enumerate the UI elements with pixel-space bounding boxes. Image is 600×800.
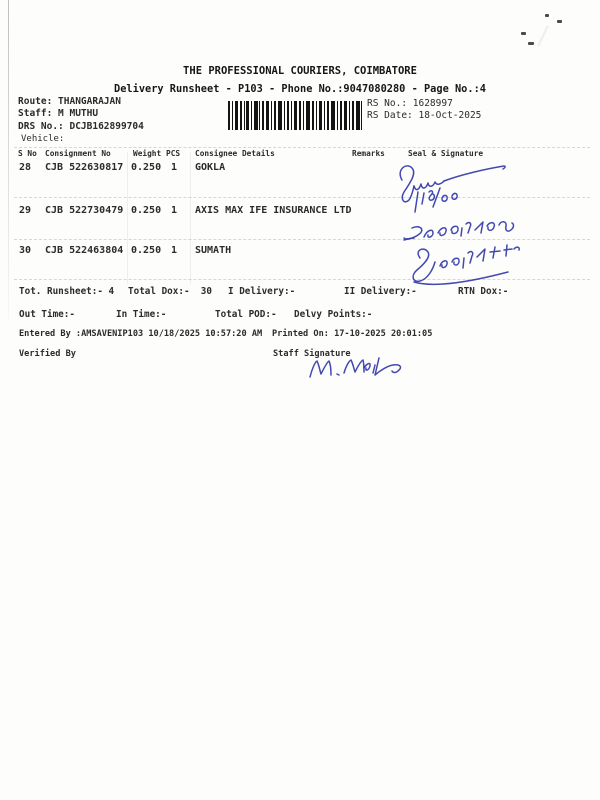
- signature-row-29: [404, 222, 514, 240]
- staff-signature-ink: [310, 358, 400, 377]
- col-header-pcs: PCS: [166, 149, 181, 158]
- scan-edge-shadow: [8, 0, 9, 320]
- total-runsheet: Tot. Runsheet:- 4: [19, 286, 115, 297]
- verified-by: Verified By: [19, 349, 76, 359]
- row-pcs: 1: [171, 205, 178, 216]
- row-sno: 29: [19, 205, 32, 216]
- rs-date-label: RS Date: 18-Oct-2025: [367, 110, 482, 121]
- out-time: Out Time:-: [19, 309, 75, 320]
- col-header-consignee: Consignee Details: [195, 149, 275, 158]
- row-weight: 0.250: [131, 162, 162, 173]
- barcode: [228, 101, 364, 130]
- i-delivery: I Delivery:-: [228, 286, 296, 297]
- row-weight: 0.250: [131, 245, 162, 256]
- row-consignment-no: CJB 522463804: [45, 245, 124, 256]
- rs-number-label: RS No.: 1628997: [367, 98, 453, 109]
- total-pod: Total POD:-: [215, 309, 277, 320]
- table-column-rule: [190, 152, 191, 284]
- col-header-remarks: Remarks: [352, 149, 385, 158]
- table-rule: [14, 239, 590, 240]
- row-consignee: AXIS MAX IFE INSURANCE LTD: [195, 205, 352, 216]
- row-consignment-no: CJB 522730479: [45, 205, 124, 216]
- staff-signature-label: Staff Signature: [273, 349, 351, 359]
- document-title: THE PROFESSIONAL COURIERS, COIMBATORE: [183, 65, 417, 77]
- printed-on: Printed On: 17-10-2025 20:01:05: [272, 329, 433, 339]
- signature-row-28: [400, 166, 505, 212]
- table-rule: [14, 279, 590, 280]
- route-label: Route: THANGARAJAN: [18, 96, 121, 107]
- document-subtitle: Delivery Runsheet - P103 - Phone No.:9047080280 - Page No.:4: [114, 83, 486, 95]
- col-header-consignment: Consignment No: [45, 149, 111, 158]
- col-header-sno: S No: [18, 149, 37, 158]
- table-rule: [14, 147, 590, 148]
- total-dox: Total Dox:- 30: [128, 286, 212, 297]
- col-header-weight: Weight: [133, 149, 162, 158]
- ii-delivery: II Delivery:-: [344, 286, 417, 297]
- rtn-dox: RTN Dox:-: [458, 286, 509, 297]
- row-pcs: 1: [171, 245, 178, 256]
- scan-speck: [557, 20, 562, 23]
- col-header-seal-signature: Seal & Signature: [408, 149, 484, 158]
- in-time: In Time:-: [116, 309, 167, 320]
- scan-smudge: [522, 26, 564, 46]
- staff-label: Staff: M MUTHU: [18, 108, 99, 119]
- table-rule: [14, 197, 590, 198]
- table-column-rule: [127, 152, 128, 284]
- row-weight: 0.250: [131, 205, 162, 216]
- row-sno: 28: [19, 162, 32, 173]
- row-consignment-no: CJB 522630817: [45, 162, 124, 173]
- row-consignee: SUMATH: [195, 245, 232, 256]
- row-pcs: 1: [171, 162, 178, 173]
- vehicle-label: Vehicle:: [21, 134, 65, 144]
- scan-speck: [545, 14, 549, 17]
- row-sno: 30: [19, 245, 32, 256]
- delvy-points: Delvy Points:-: [294, 309, 373, 320]
- drs-number-label: DRS No.: DCJB162899704: [18, 121, 144, 132]
- row-consignee: GOKLA: [195, 162, 226, 173]
- entered-by: Entered By :AMSAVENIP103 10/18/2025 10:57:20 AM: [19, 329, 263, 339]
